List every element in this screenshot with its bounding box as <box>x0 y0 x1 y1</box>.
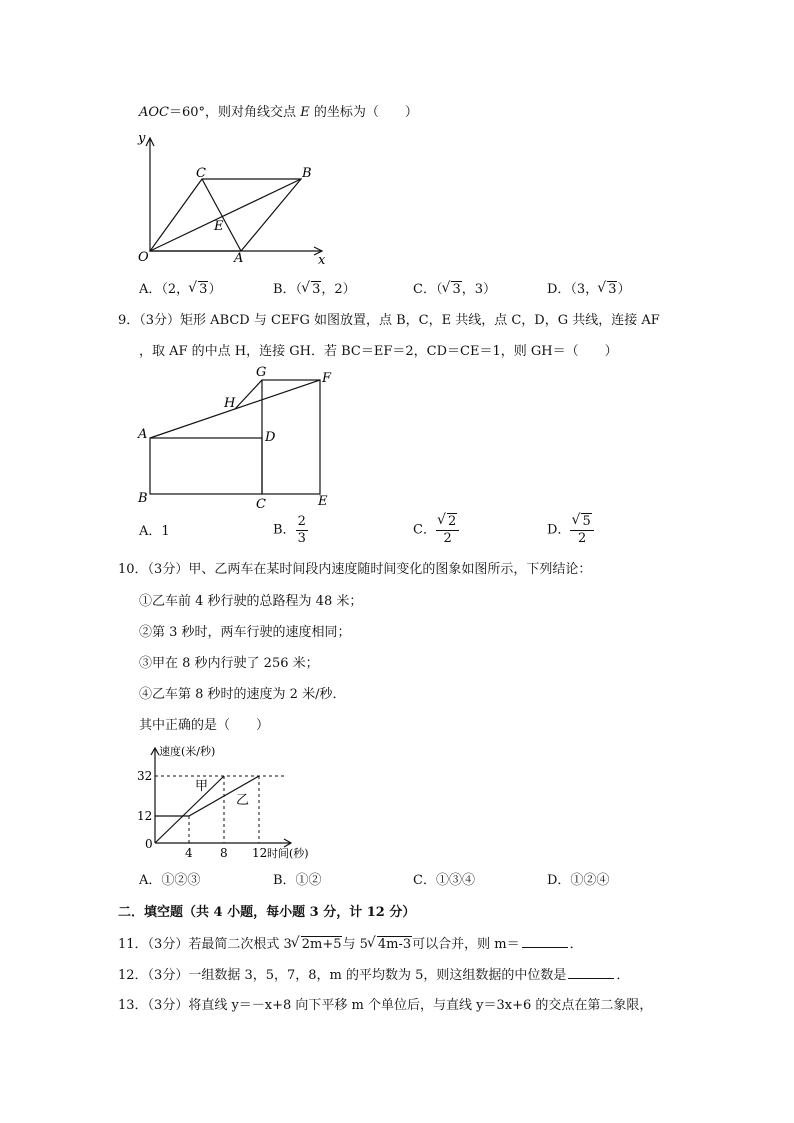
q10-statement-3: ③甲在 8 秒内行驶了 256 米； <box>139 656 319 671</box>
q8-label-C: C <box>196 166 206 181</box>
q9-label-E: E <box>318 494 328 509</box>
q10-stem: 10．（3分）甲、乙两车在某时间段内速度随时间变化的图象如图所示，下列结论： <box>118 562 592 577</box>
q9-label-D: D <box>265 430 276 445</box>
q10-statement-4: ④乙车第 8 秒时的速度为 2 米/秒． <box>139 687 346 702</box>
q8-option-b[interactable]: B．（√ 3，2） <box>273 281 356 299</box>
q8-option-d[interactable]: D．（3，√ 3） <box>547 281 631 299</box>
q8-figure <box>130 128 340 268</box>
q9-label-H: H <box>224 396 236 411</box>
q9-option-d[interactable]: D． √ $\frac{5}{2}$ <box>547 514 594 547</box>
q8-option-c[interactable]: C．（√ 3，3） <box>413 281 496 299</box>
q10-ytick-12: 12 <box>137 809 153 823</box>
q10-statement-2: ②第 3 秒时，两车行驶的速度相同； <box>139 625 351 640</box>
q11: 11．（3分）若最简二次根式 3√ 2m+5与 5√ 4m-3可以合并，则 m＝ ． <box>118 935 583 954</box>
q9-label-C: C <box>256 497 266 512</box>
q10-ask: 其中正确的是（ ） <box>139 718 270 733</box>
q10-xtick-4: 4 <box>185 846 193 860</box>
q10-option-a[interactable]: A．①②③ <box>139 873 201 888</box>
q9-label-A: A <box>138 427 148 442</box>
q8-label-B: B <box>302 166 312 181</box>
q10-ytick-32: 32 <box>137 769 153 783</box>
q8-label-y: y <box>138 131 146 146</box>
q10-statement-1: ①乙车前 4 秒行驶的总路程为 48 米； <box>139 594 363 609</box>
q10-option-d[interactable]: D．①②④ <box>547 873 610 888</box>
q8-stem-tail: AOC＝60°，则对角线交点 E 的坐标为（ ） <box>139 105 418 120</box>
q8-label-x: x <box>318 253 326 268</box>
q9-option-b[interactable]: B． $\frac{2}{3}$ <box>273 514 306 546</box>
q10-xtick-8: 8 <box>220 846 228 860</box>
q9-stem-line2: ，取 AF 的中点 H，连接 GH．若 BC＝EF＝2，CD＝CE＝1，则 GH＝（ ） <box>139 344 618 359</box>
q10-graph <box>135 740 335 862</box>
q8-label-E: E <box>214 219 224 234</box>
q9-label-B: B <box>138 491 148 506</box>
q10-xlabel: 时间(秒) <box>267 847 309 860</box>
q13: 13．（3分）将直线 y＝－x+8 向下平移 m 个单位后，与直线 y＝3x+6 的交点在第二象限， <box>118 998 653 1013</box>
q9-figure <box>132 362 342 514</box>
q12: 12．（3分）一组数据 3，5，7，8，m 的平均数为 5，则这组数据的中位数是 ． <box>118 968 630 983</box>
q11-answer-blank[interactable] <box>522 935 568 948</box>
q10-xtick-12: 12 <box>252 846 268 860</box>
q8-option-a[interactable]: A．（2，√ 3） <box>139 281 221 299</box>
q9-stem-line1: 9．（3分）矩形 ABCD 与 CEFG 如图放置，点 B，C，E 共线，点 C，D，G 共线，连接 AF <box>118 313 660 328</box>
q10-series-yi: 乙 <box>236 793 250 808</box>
q9-label-F: F <box>322 371 332 386</box>
q9-option-c[interactable]: C． √ $\frac{2}{2}$ <box>413 514 459 547</box>
q9-label-G: G <box>256 365 267 380</box>
q9-option-a[interactable]: A．1 <box>139 524 170 539</box>
q10-series-jia: 甲 <box>195 779 209 794</box>
q10-option-b[interactable]: B．①② <box>273 873 322 888</box>
section2-title: 二．填空题（共 4 小题，每小题 3 分，计 12 分） <box>118 905 416 920</box>
q8-label-A: A <box>234 251 244 266</box>
q12-answer-blank[interactable] <box>568 966 614 979</box>
q10-option-c[interactable]: C．①③④ <box>413 873 475 888</box>
q8-label-O: O <box>138 250 149 265</box>
q10-origin: 0 <box>145 837 153 851</box>
q10-ylabel: 速度(米/秒) <box>159 745 216 758</box>
